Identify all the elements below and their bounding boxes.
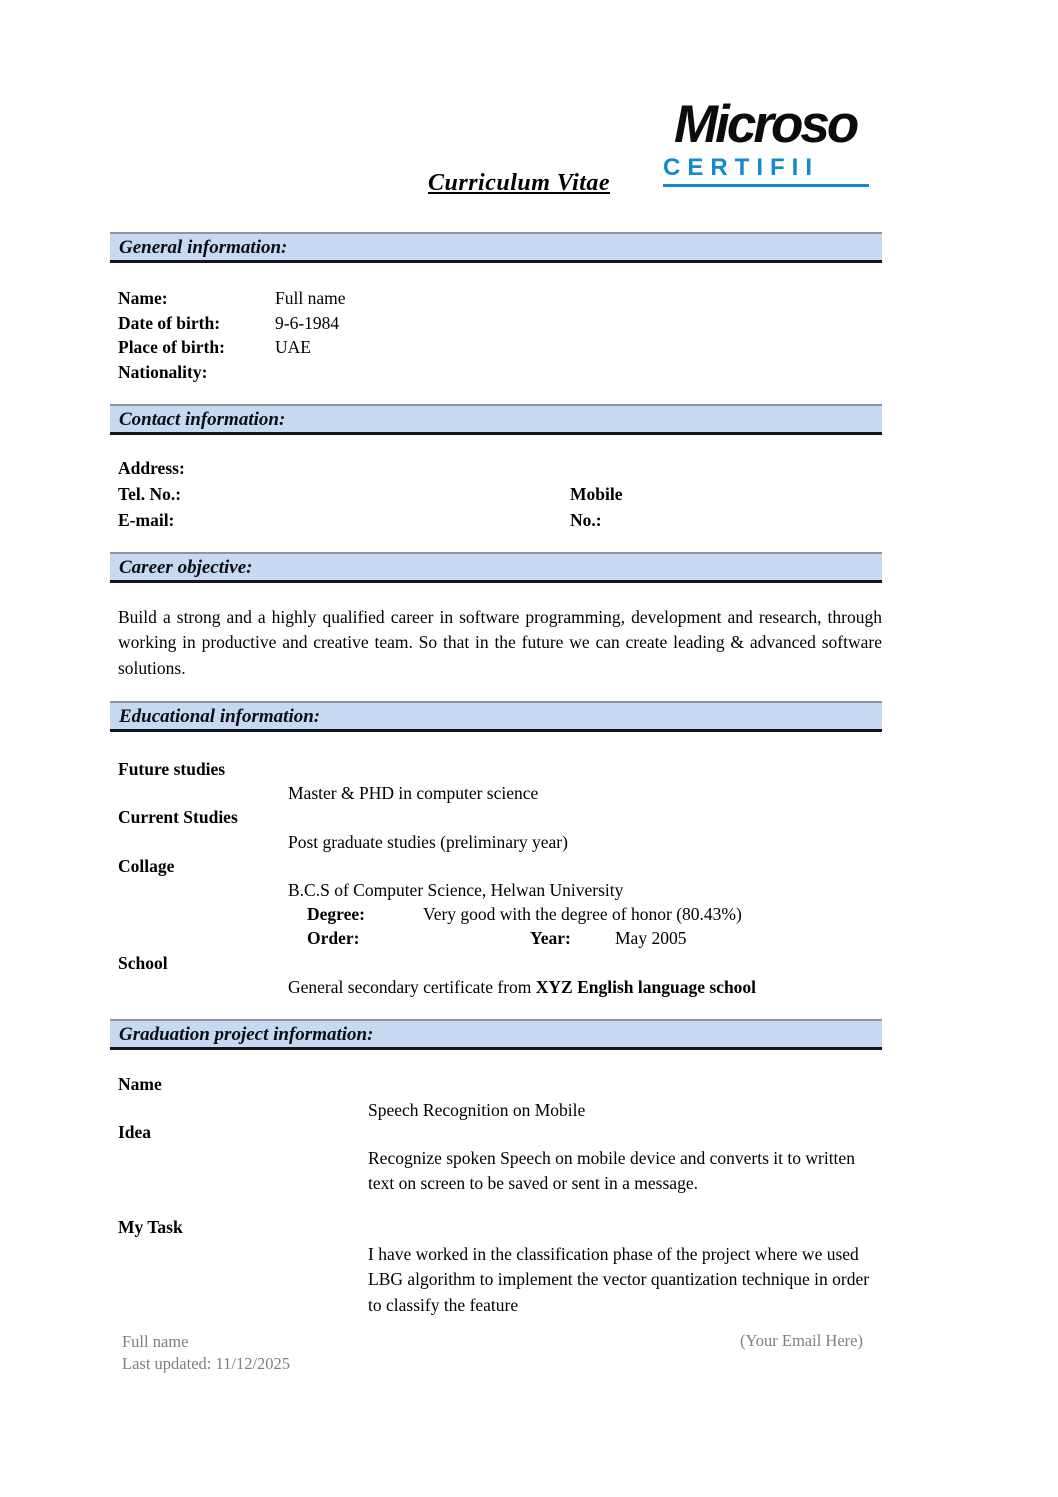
- school-label: School: [118, 952, 168, 973]
- footer-left-block: [122, 1331, 290, 1375]
- project-task-label: My Task: [118, 1217, 183, 1237]
- degree-label: Degree:: [307, 904, 365, 925]
- certified-logo-text: CERTIFII: [663, 154, 819, 182]
- general-row-nationality: [118, 360, 345, 385]
- general-row-place-of-birth: [118, 335, 345, 360]
- year-value: May 2005: [615, 928, 687, 949]
- name-label: Name:: [118, 288, 168, 308]
- address-label: Address:: [118, 458, 185, 478]
- microsoft-logo-text: Microso: [674, 98, 857, 154]
- current-studies-value: Post graduate studies (preliminary year): [288, 831, 568, 852]
- place-of-birth-label: Place of birth:: [118, 337, 225, 358]
- future-studies-value: Master & PHD in computer science: [288, 783, 539, 804]
- project-idea-value: Recognize spoken Speech on mobile device and converts it to written text on screen to be saved or sent in a message.: [368, 1148, 855, 1194]
- section-header-career-objective: Career objective:: [110, 552, 882, 583]
- footer-email-placeholder: (Your Email Here): [740, 1331, 863, 1350]
- order-year-row: [118, 926, 756, 950]
- project-name-value: Speech Recognition on Mobile: [368, 1100, 586, 1120]
- section-header-contact-information: Contact information:: [110, 404, 882, 435]
- degree-row: [118, 902, 756, 926]
- school-value-prefix: General secondary certificate from: [288, 976, 536, 997]
- project-idea-label: Idea: [118, 1122, 152, 1142]
- year-label: Year:: [530, 928, 571, 949]
- nationality-label: Nationality:: [118, 362, 208, 383]
- general-row-name: [118, 286, 345, 311]
- degree-value: Very good with the degree of honor (80.43%): [423, 904, 742, 925]
- school-value-bold: XYZ English language school: [535, 976, 757, 997]
- footer-last-updated: Last updated: 11/12/2025: [122, 1354, 291, 1373]
- logo-underline-rule: [663, 184, 869, 187]
- name-value: Full name: [275, 288, 346, 308]
- microsoft-certified-logo: [663, 98, 869, 187]
- tel-label: Tel. No.:: [118, 484, 182, 504]
- section-header-graduation-project: Graduation project information:: [110, 1019, 882, 1050]
- educational-information-block: [118, 757, 756, 999]
- collage-label: Collage: [118, 855, 175, 876]
- mobile-label: Mobile No.:: [570, 484, 623, 530]
- general-row-date-of-birth: [118, 311, 345, 336]
- future-studies-label: Future studies: [118, 759, 226, 779]
- place-of-birth-value: UAE: [275, 337, 311, 358]
- collage-value: B.C.S of Computer Science, Helwan University: [288, 880, 624, 901]
- section-header-general-information: General information:: [110, 232, 882, 263]
- date-of-birth-label: Date of birth:: [118, 312, 221, 333]
- section-header-educational-information: Educational information:: [110, 701, 882, 732]
- project-task-value: I have worked in the classification phase of the project where we used LBG algorithm to implement the vector quantization technique in order to classify the feature: [368, 1244, 870, 1315]
- order-label: Order:: [307, 928, 360, 949]
- current-studies-label: Current Studies: [118, 807, 238, 828]
- school-value: [118, 975, 756, 999]
- project-name-label: Name: [118, 1074, 162, 1094]
- email-label: E-mail:: [118, 510, 175, 530]
- contact-information-block: [118, 455, 623, 533]
- page-title: Curriculum Vitae: [428, 170, 611, 196]
- career-objective-paragraph: Build a strong and a highly qualified career in software programming, development and research, through working in productive and creative team. So that in the future we can create leading & advanced software solutions.: [118, 607, 882, 678]
- footer-name: Full name: [122, 1332, 189, 1351]
- date-of-birth-value: 9-6-1984: [275, 312, 340, 333]
- general-information-block: [118, 286, 345, 385]
